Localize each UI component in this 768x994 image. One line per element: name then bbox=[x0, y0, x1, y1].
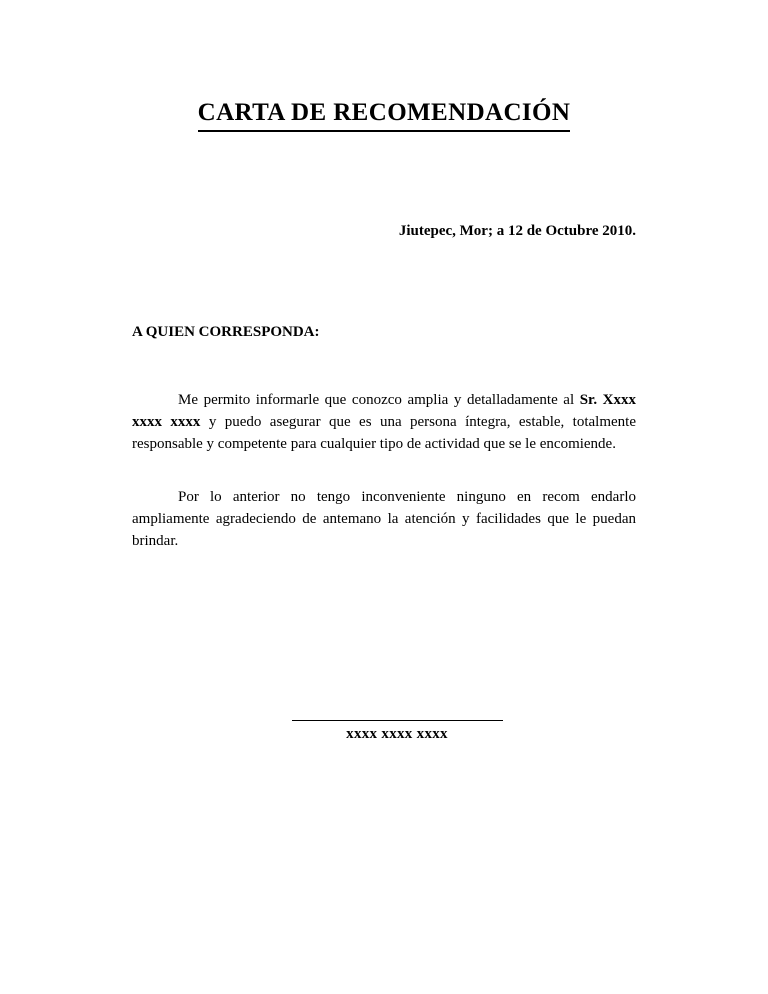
signature-block bbox=[132, 720, 636, 743]
page-title-text: CARTA DE RECOMENDACIÓN bbox=[198, 99, 571, 132]
paragraph-1-honorific: Sr. bbox=[579, 392, 598, 408]
signature-line bbox=[292, 720, 503, 721]
paragraph-2: Por lo anterior no tengo inconveniente ninguno en recom endarlo ampliamente agradeciendo de antemano la atención y facilidades que le puedan brindar. bbox=[132, 489, 636, 549]
page-title bbox=[132, 99, 636, 132]
paragraph-1-tail: y puedo asegurar que es una persona íntegra, estable, totalmente responsable y competente para cualquier tipo de actividad que se le encomiende. bbox=[132, 414, 636, 452]
paragraph-1 bbox=[132, 389, 636, 455]
paragraph-1-name: Xxxx xxxx xxxx bbox=[132, 392, 636, 430]
salutation: A QUIEN CORRESPONDA: bbox=[132, 324, 320, 340]
signature-name: xxxx xxxx xxxx bbox=[346, 726, 448, 742]
paragraph-1-lead: Me permito informarle que conozco amplia y detalladamente al bbox=[178, 392, 580, 408]
date-line: Jiutepec, Mor; a 12 de Octubre 2010. bbox=[398, 223, 636, 239]
letter-body bbox=[132, 389, 636, 552]
